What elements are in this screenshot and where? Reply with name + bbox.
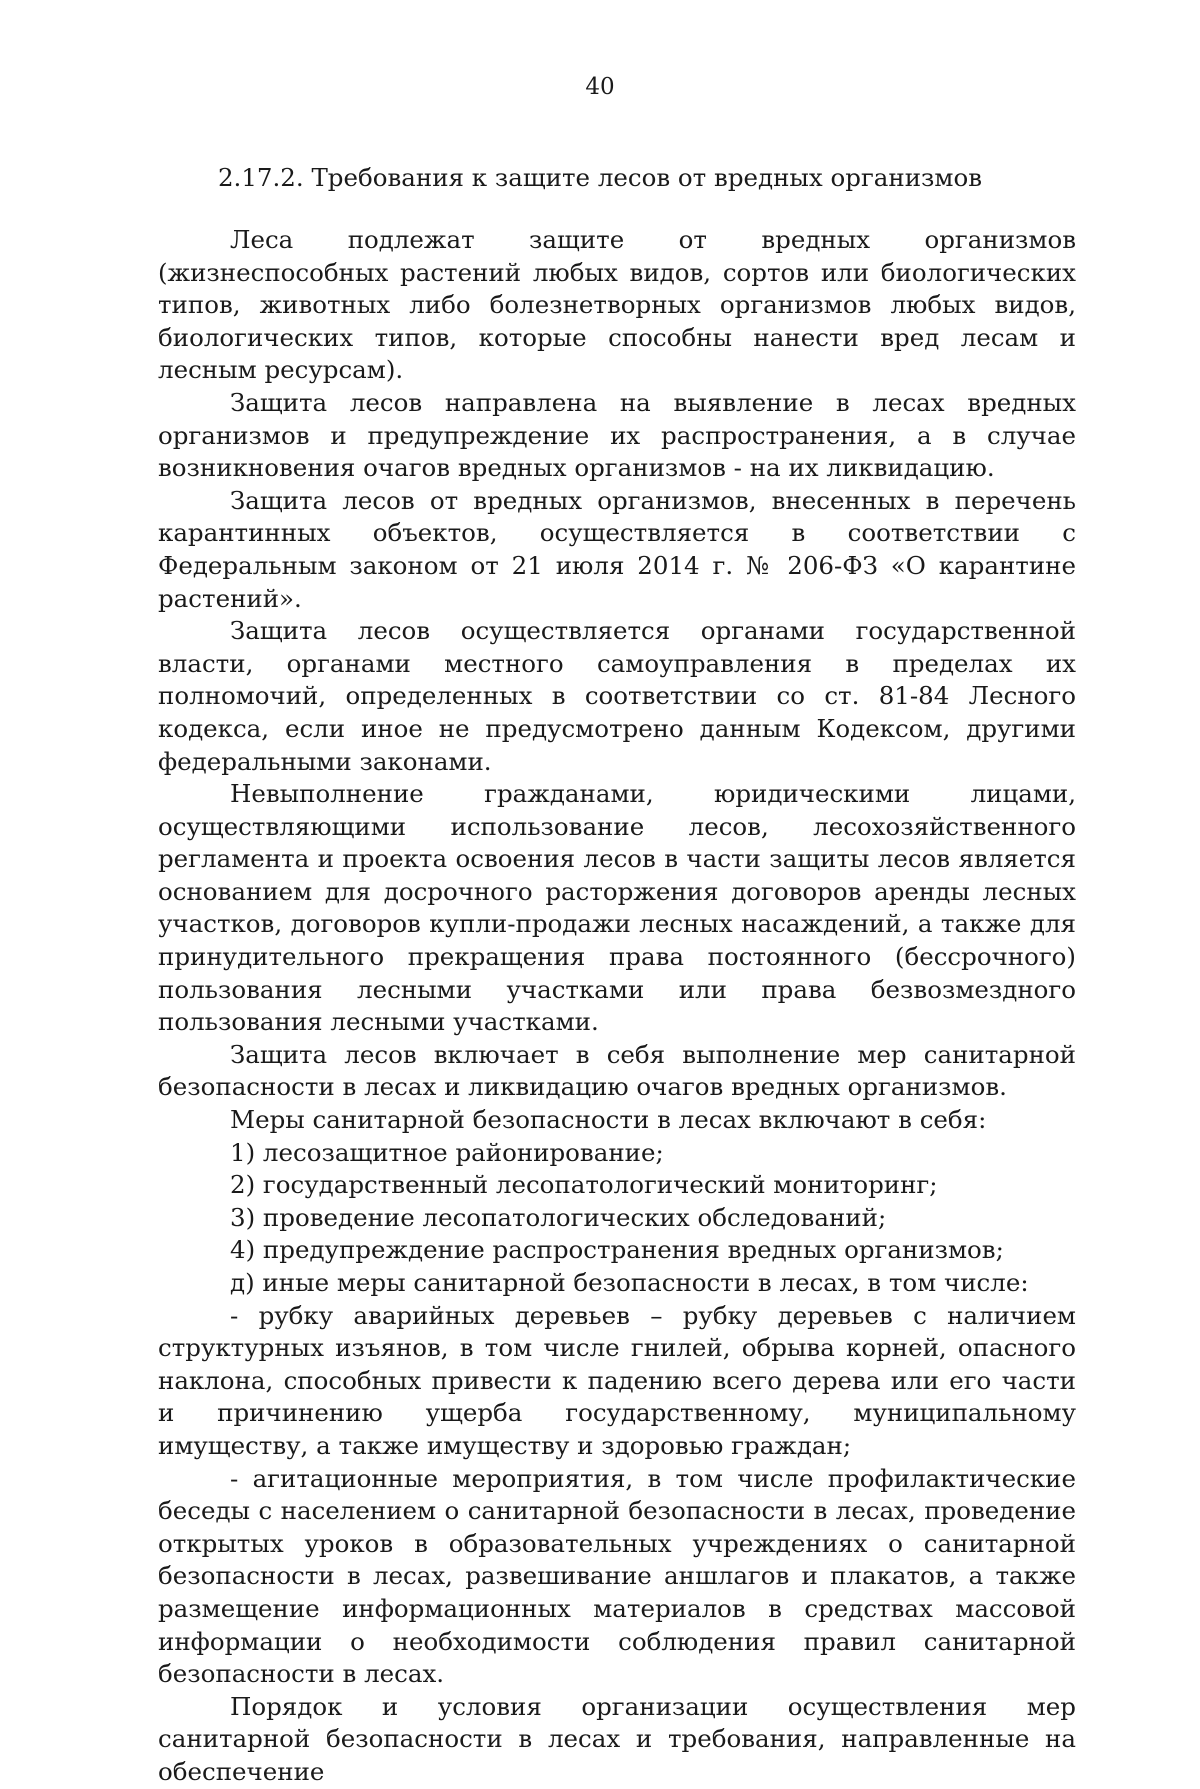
list-item: 4) предупреждение распространения вредных организмов; [230, 1235, 1004, 1265]
paragraph: Леса подлежат защите от вредных организмов (жизнеспособных растений любых видов, сортов или биологических типов, животных либо болезнетворных организмов любых видов, биологических типов, которые способны нанести вред лесам и лесным ресурсам). [158, 225, 1076, 385]
paragraph: Защита лесов направлена на выявление в лесах вредных организмов и предупреждение их распространения, а в случае возникновения очагов вредных организмов - на их ликвидацию. [158, 387, 1076, 483]
paragraph: Защита лесов от вредных организмов, внесенных в перечень карантинных объектов, осуществляется в соответствии с Федеральным законом от 21 июля 2014 г. № 206-ФЗ «О карантине растений». [158, 485, 1076, 613]
sub-paragraph: - агитационные мероприятия, в том числе профилактические беседы с населением о санитарной безопасности в лесах, проведение открытых уроков в образовательных учреждениях о санитарной безопасности в лесах, развешивание аншлагов и плакатов, а также размещение информационных материалов в средствах массовой информации о необходимости соблюдения правил санитарной безопасности в лесах. [158, 1463, 1076, 1689]
paragraph: Порядок и условия организации осуществления мер санитарной безопасности в лесах и требования, направленные на обеспечение [158, 1691, 1076, 1786]
list-item: д) иные меры санитарной безопасности в лесах, в том числе: [230, 1268, 1029, 1297]
section-title: 2.17.2. Требования к защите лесов от вредных организмов [217, 163, 983, 192]
document-body [158, 224, 1076, 1789]
list-item: 1) лесозащитное районирование; [230, 1137, 664, 1167]
paragraph: Защита лесов включает в себя выполнение мер санитарной безопасности в лесах и ликвидацию очагов вредных организмов. [158, 1039, 1076, 1102]
paragraph: Невыполнение гражданами, юридическими лицами, осуществляющими использование лесов, лесохозяйственного регламента и проекта освоения лесов в части защиты лесов является основанием для досрочного расторжения договоров аренды лесных участков, договоров купли-продажи лесных насаждений, а также для принудительного прекращения права постоянного (бессрочного) пользования лесными участками или права безвозмездного пользования лесными участками. [158, 779, 1076, 1037]
list-item: 3) проведение лесопатологических обследований; [230, 1202, 887, 1232]
paragraph: Защита лесов осуществляется органами государственной власти, органами местного самоуправления в пределах их полномочий, определенных в соответствии со ст. 81-84 Лесного кодекса, если иное не предусмотрено данным Кодексом, другими федеральными законами. [158, 616, 1076, 776]
paragraph: Меры санитарной безопасности в лесах включают в себя: [230, 1105, 987, 1135]
page-number: 40 [585, 74, 615, 100]
sub-paragraph: - рубку аварийных деревьев – рубку деревьев с наличием структурных изъянов, в том числе гнилей, обрыва корней, опасного наклона, способных привести к падению всего дерева или его части и причинению ущерба государственному, муниципальному имуществу, а также имуществу и здоровью граждан; [158, 1300, 1076, 1460]
list-item: 2) государственный лесопатологический мониторинг; [230, 1170, 938, 1200]
